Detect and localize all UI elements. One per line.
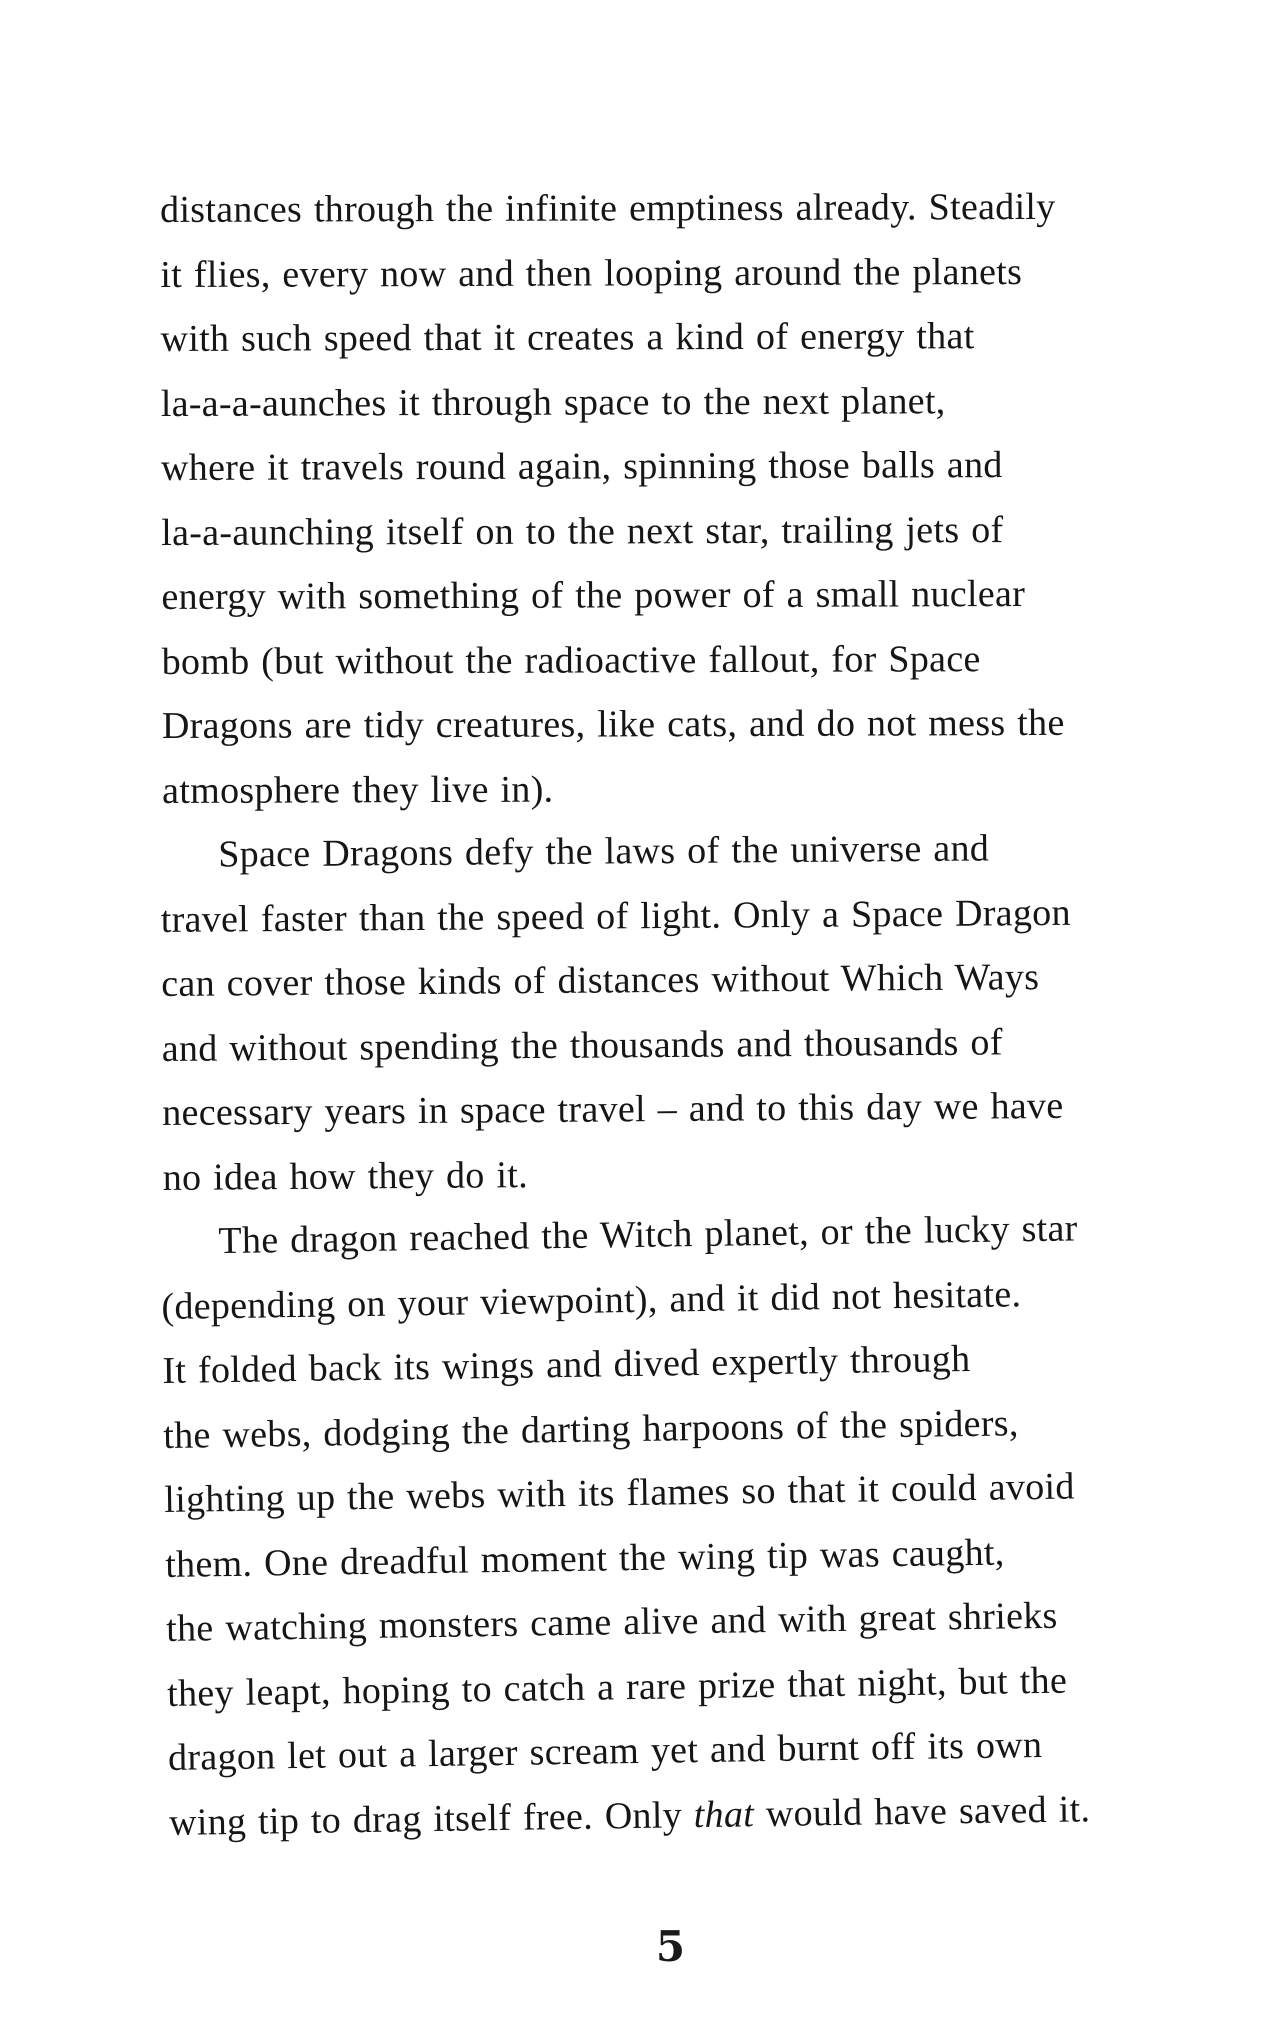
paragraph-3 (160, 1195, 1209, 1855)
page-number: 5 (655, 1922, 686, 1971)
text-line: energy with something of the power of a small nuclear (161, 572, 1026, 618)
italic-word: that (693, 1792, 755, 1836)
text-line: lighting up the webs with its flames so that it could avoid (163, 1465, 1075, 1521)
text-line: distances through the infinite emptiness already. Steadily (160, 185, 1056, 231)
text-line: It folded back its wings and dived expertly through (162, 1337, 971, 1392)
text-line: Space Dragons defy the laws of the universe and (218, 827, 990, 876)
text-line: travel faster than the speed of light. Only a Space Dragon (160, 891, 1071, 941)
text-line: the webs, dodging the darting harpoons of the spiders, (163, 1401, 1019, 1457)
text-line: The dragon reached the Witch planet, or the lucky star (218, 1207, 1078, 1263)
last-line-start: wing tip to drag itself free. Only (168, 1793, 695, 1844)
text-line: atmosphere they live in). (162, 768, 554, 812)
text-line: bomb (but without the radioactive fallout, for Space (161, 637, 981, 683)
text-line: no idea how they do it. (162, 1153, 529, 1199)
text-line: the watching monsters came alive and with great shrieks (165, 1594, 1058, 1650)
paragraph-1 (160, 174, 1202, 823)
text-line: la-a-aunching itself on to the next star, trailing jets of (161, 508, 1004, 554)
text-line: they leapt, hoping to catch a rare prize that night, but the (166, 1659, 1068, 1715)
text-line: them. One dreadful moment the wing tip was caught, (164, 1531, 1005, 1586)
text-block (160, 178, 1200, 1855)
text-line: la-a-a-aunches it through space to the next planet, (160, 379, 946, 425)
text-line: it flies, every now and then looping around the planets (160, 250, 1023, 296)
paragraph-2 (160, 815, 1203, 1210)
text-line: with such speed that it creates a kind of energy that (160, 315, 975, 360)
text-line: Dragons are tidy creatures, like cats, and do not mess the (161, 701, 1065, 747)
text-line: and without spending the thousands and thousands of (161, 1020, 1003, 1070)
text-line: can cover those kinds of distances without Which Ways (161, 956, 1040, 1005)
text-line: where it travels round again, spinning those balls and (160, 444, 1003, 489)
text-line: necessary years in space travel – and to this day we have (162, 1084, 1064, 1134)
text-line: (depending on your viewpoint), and it did not hesitate. (161, 1272, 1022, 1328)
last-line-end: would have saved it. (753, 1787, 1091, 1835)
text-line: dragon let out a larger scream yet and burnt off its own (167, 1723, 1043, 1779)
